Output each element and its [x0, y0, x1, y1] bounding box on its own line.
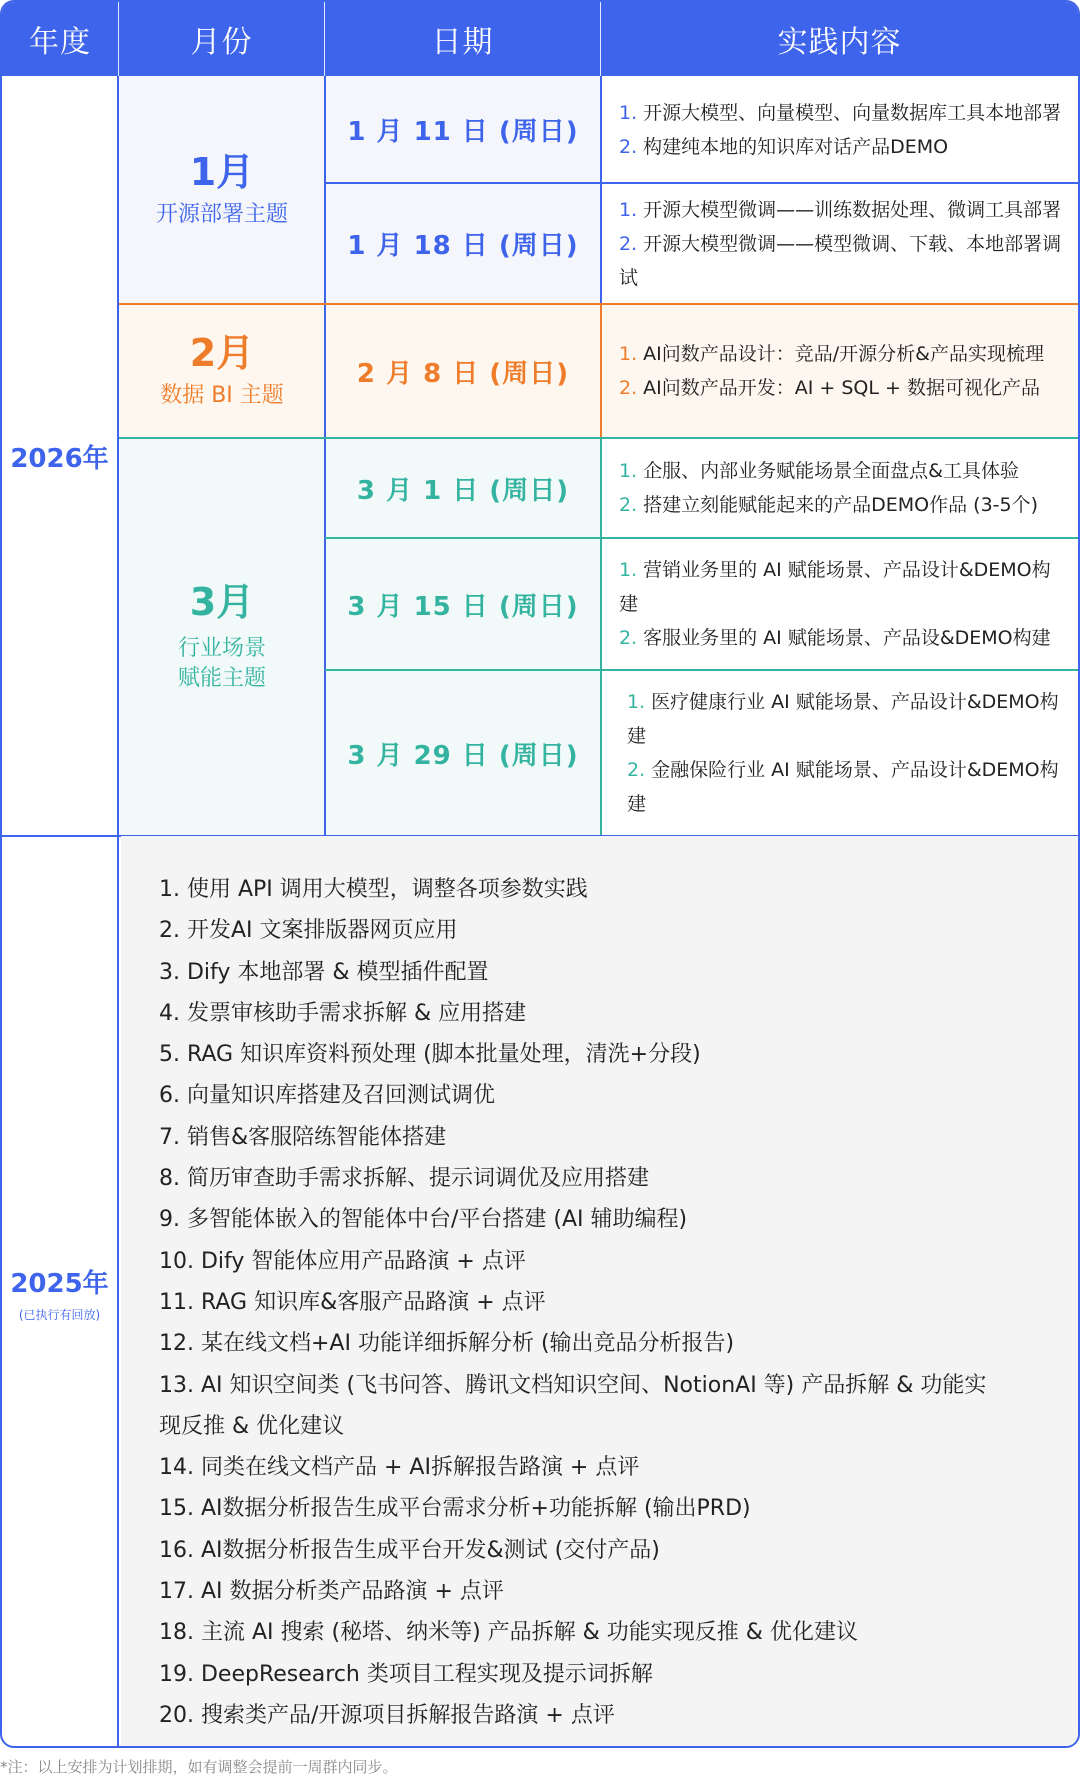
list-item: 15. AI数据分析报告生成平台需求分析+功能拆解 (输出PRD): [159, 1496, 751, 1522]
header-content: 实践内容: [777, 25, 902, 60]
list-item: 17. AI 数据分析类产品路演 + 点评: [159, 1579, 504, 1605]
month3-cell: [119, 438, 325, 836]
year-2026-label: 2026年: [10, 443, 109, 474]
list-item: 4. 发票审核助手需求拆解 & 应用搭建: [159, 1000, 527, 1026]
list-item: 现反推 & 优化建议: [159, 1413, 345, 1439]
list-item: 12. 某在线文档+AI 功能详细拆解分析 (输出竞品分析报告): [159, 1331, 735, 1357]
list-item: 3. Dify 本地部署 & 模型插件配置: [159, 959, 489, 985]
month2-theme: 数据 BI 主题: [160, 382, 284, 408]
month1-number: 1月: [189, 150, 255, 195]
divider: [119, 437, 1078, 439]
date-mar-15: 3 月 15 日 (周日): [347, 591, 579, 622]
header-month: 月份: [119, 2, 325, 76]
divider: [600, 76, 602, 304]
list-item: 2. 开发AI 文案排版器网页应用: [159, 918, 458, 944]
table-header: [2, 2, 1078, 76]
divider: [325, 669, 1078, 671]
content-mar-1: [601, 438, 1078, 538]
list-item: 9. 多智能体嵌入的智能体中台/平台搭建 (AI 辅助编程): [159, 1207, 688, 1233]
year-2026-cell: [2, 76, 119, 836]
content-jan-18: [601, 183, 1078, 304]
month2-number: 2月: [189, 331, 255, 376]
list-item: 10. Dify 智能体应用产品路演 + 点评: [159, 1248, 526, 1274]
date-mar-29: 3 月 29 日 (周日): [347, 740, 579, 771]
divider: [600, 304, 602, 438]
list-item: 1. 营销业务里的 AI 赋能场景、产品设计&DEMO构建: [619, 559, 1051, 615]
list-item: 14. 同类在线文档产品 + AI拆解报告路演 + 点评: [159, 1455, 640, 1481]
header-date: 日期: [325, 2, 601, 76]
list-item: 1. 开源大模型、向量模型、向量数据库工具本地部署: [619, 101, 1062, 124]
header-year: 年度: [2, 2, 119, 76]
month2-cell: [119, 304, 325, 438]
date-jan-11: 1 月 11 日 (周日): [347, 117, 579, 147]
divider: [325, 182, 1078, 184]
date-jan-18: 1 月 18 日 (周日): [347, 231, 579, 261]
month3-number: 3月: [189, 580, 255, 625]
list-item: 1. 医疗健康行业 AI 赋能场景、产品设计&DEMO构建: [627, 691, 1059, 747]
list-item: 1. 开源大模型微调——训练数据处理、微调工具部署: [619, 198, 1062, 221]
month3-theme-line1: 行业场景: [177, 635, 266, 661]
month1-cell: [119, 76, 325, 304]
list-item: 2. 金融保险行业 AI 赋能场景、产品设计&DEMO构建: [627, 759, 1059, 815]
divider: [325, 537, 1078, 539]
list-item: 2. 开源大模型微调——模型微调、下载、本地部署调试: [619, 232, 1062, 289]
list-item: 2. 构建纯本地的知识库对话产品DEMO: [619, 135, 949, 158]
date-feb-8: 2 月 8 日 (周日): [356, 358, 570, 389]
list-item: 6. 向量知识库搭建及召回测试调优: [159, 1083, 495, 1109]
list-2025: [121, 836, 1078, 1748]
content-mar-29: [601, 670, 1078, 836]
list-item: 19. DeepResearch 类项目工程实现及提示词拆解: [159, 1661, 653, 1687]
list-item: 2. 客服业务里的 AI 赋能场景、产品设&DEMO构建: [619, 627, 1051, 649]
content-feb-8: [601, 304, 1078, 438]
list-item: 2. 搭建立刻能赋能起来的产品DEMO作品 (3-5个): [619, 494, 1039, 516]
list-item: 20. 搜索类产品/开源项目拆解报告路演 + 点评: [159, 1702, 615, 1728]
list-item: 1. 使用 API 调用大模型，调整各项参数实践: [159, 877, 588, 902]
list-item: 7. 销售&客服陪练智能体搭建: [159, 1124, 447, 1150]
year-2025-note: (已执行有回放): [18, 1307, 101, 1322]
list-item: 1. AI问数产品设计：竞品/开源分析&产品实现梳理: [619, 343, 1044, 365]
divider: [600, 438, 602, 836]
year-2025-label: 2025年: [10, 1268, 109, 1299]
content-mar-15: [601, 538, 1078, 670]
list-item: 1. 企服、内部业务赋能场景全面盘点&工具体验: [619, 460, 1019, 482]
month1-theme: 开源部署主题: [155, 201, 288, 227]
list-item: 16. AI数据分析报告生成平台开发&测试 (交付产品): [159, 1537, 660, 1563]
divider: [324, 76, 326, 836]
content-jan-11: [601, 76, 1078, 183]
list-item: 18. 主流 AI 搜索 (秘塔、纳米等) 产品拆解 & 功能实现反推 & 优化建议: [159, 1620, 858, 1646]
list-item: 8. 简历审查助手需求拆解、提示词调优及应用搭建: [159, 1166, 649, 1192]
footnote: *注：以上安排为计划排期，如有调整会提前一周群内同步。: [0, 1758, 398, 1776]
list-item: 5. RAG 知识库资料预处理 (脚本批量处理，清洗+分段): [159, 1042, 701, 1068]
month3-theme-line2: 赋能主题: [177, 665, 266, 691]
date-mar-1: 3 月 1 日 (周日): [356, 475, 570, 506]
year-2025-cell: [2, 837, 119, 1748]
list-item: 11. RAG 知识库&客服产品路演 + 点评: [159, 1289, 546, 1315]
list-item: 2. AI问数产品开发：AI + SQL + 数据可视化产品: [619, 377, 1040, 399]
divider: [119, 303, 1078, 305]
list-item: 13. AI 知识空间类 (飞书问答、腾讯文档知识空间、NotionAI 等) 产品拆解 & 功能实: [159, 1372, 987, 1398]
